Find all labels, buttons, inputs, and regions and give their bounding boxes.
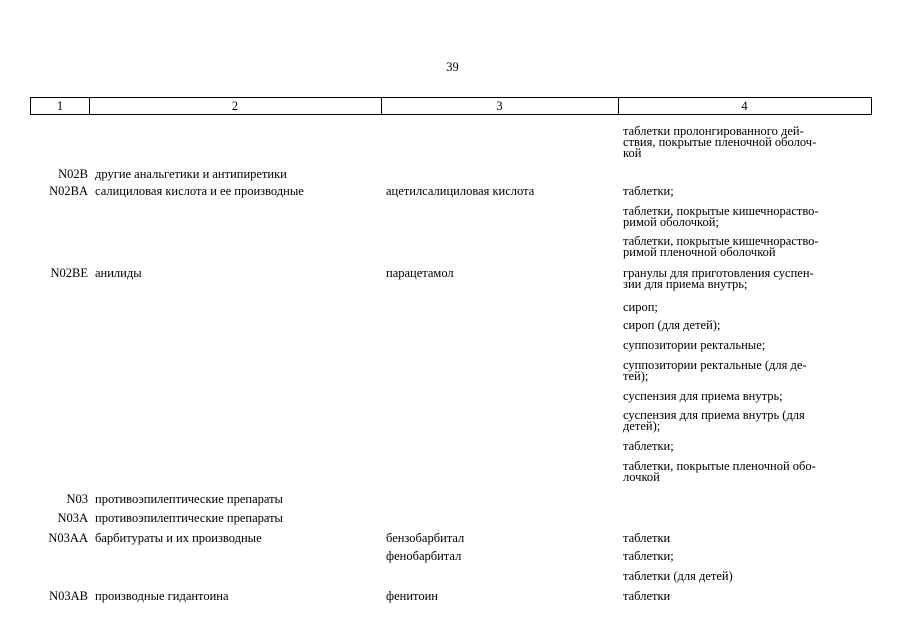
dosage-form: суппозитории ректальные (для де- тей); (623, 358, 807, 383)
drug-code: N03 (66, 492, 88, 506)
drug-name: ацетилсалициловая кислота (386, 184, 535, 198)
drug-code: N03AB (49, 589, 88, 603)
dosage-form: таблетки, покрытые кишечнораство- римой пленочной оболочкой (623, 234, 819, 259)
drug-group: барбитураты и их производные (95, 531, 262, 545)
table-header (30, 97, 872, 115)
drug-group: салициловая кислота и ее производные (95, 184, 304, 198)
header-col-4: 4 (741, 99, 748, 113)
dosage-form: гранулы для приготовления суспен- зии для приема внутрь; (623, 266, 814, 291)
drug-code: N03A (57, 511, 88, 525)
dosage-form: суспензия для приема внутрь; (623, 389, 783, 403)
dosage-form: сироп (для детей); (623, 318, 721, 332)
dosage-form: суспензия для приема внутрь (для детей); (623, 408, 805, 433)
dosage-form: сироп; (623, 300, 658, 314)
dosage-form: таблетки; (623, 184, 674, 198)
page-number: 39 (446, 60, 459, 74)
dosage-form: таблетки (623, 531, 671, 545)
dosage-form: суппозитории ректальные; (623, 338, 766, 352)
drug-code: N02BE (50, 266, 88, 280)
drug-name: фенитоин (386, 589, 438, 603)
dosage-form: таблетки, покрытые кишечнораство- римой оболочкой; (623, 204, 819, 229)
dosage-form: таблетки пролонгированного дей- ствия, покрытые пленочной оболоч- кой (623, 124, 817, 160)
header-col-2: 2 (231, 99, 239, 113)
drug-group: анилиды (95, 266, 142, 280)
header-col-3: 3 (496, 99, 503, 113)
drug-code: N02B (58, 167, 88, 181)
dosage-form: таблетки (для детей) (623, 569, 733, 583)
header-col-1: 1 (56, 99, 64, 113)
drug-name: парацетамол (386, 266, 454, 280)
dosage-form: таблетки (623, 589, 671, 603)
drug-group: другие анальгетики и антипиретики (95, 167, 287, 181)
drug-group: производные гидантоина (95, 589, 229, 603)
drug-group: противоэпилептические препараты (95, 492, 283, 506)
drug-code: N02BA (49, 184, 88, 198)
drug-code: N03AA (48, 531, 88, 545)
dosage-form: таблетки, покрытые пленочной обо- лочкой (623, 459, 816, 484)
drug-group: противоэпилептические препараты (95, 511, 283, 525)
dosage-form: таблетки; (623, 549, 674, 563)
dosage-form: таблетки; (623, 439, 674, 453)
drug-name: фенобарбитал (386, 549, 462, 563)
drug-name: бензобарбитал (386, 531, 465, 545)
